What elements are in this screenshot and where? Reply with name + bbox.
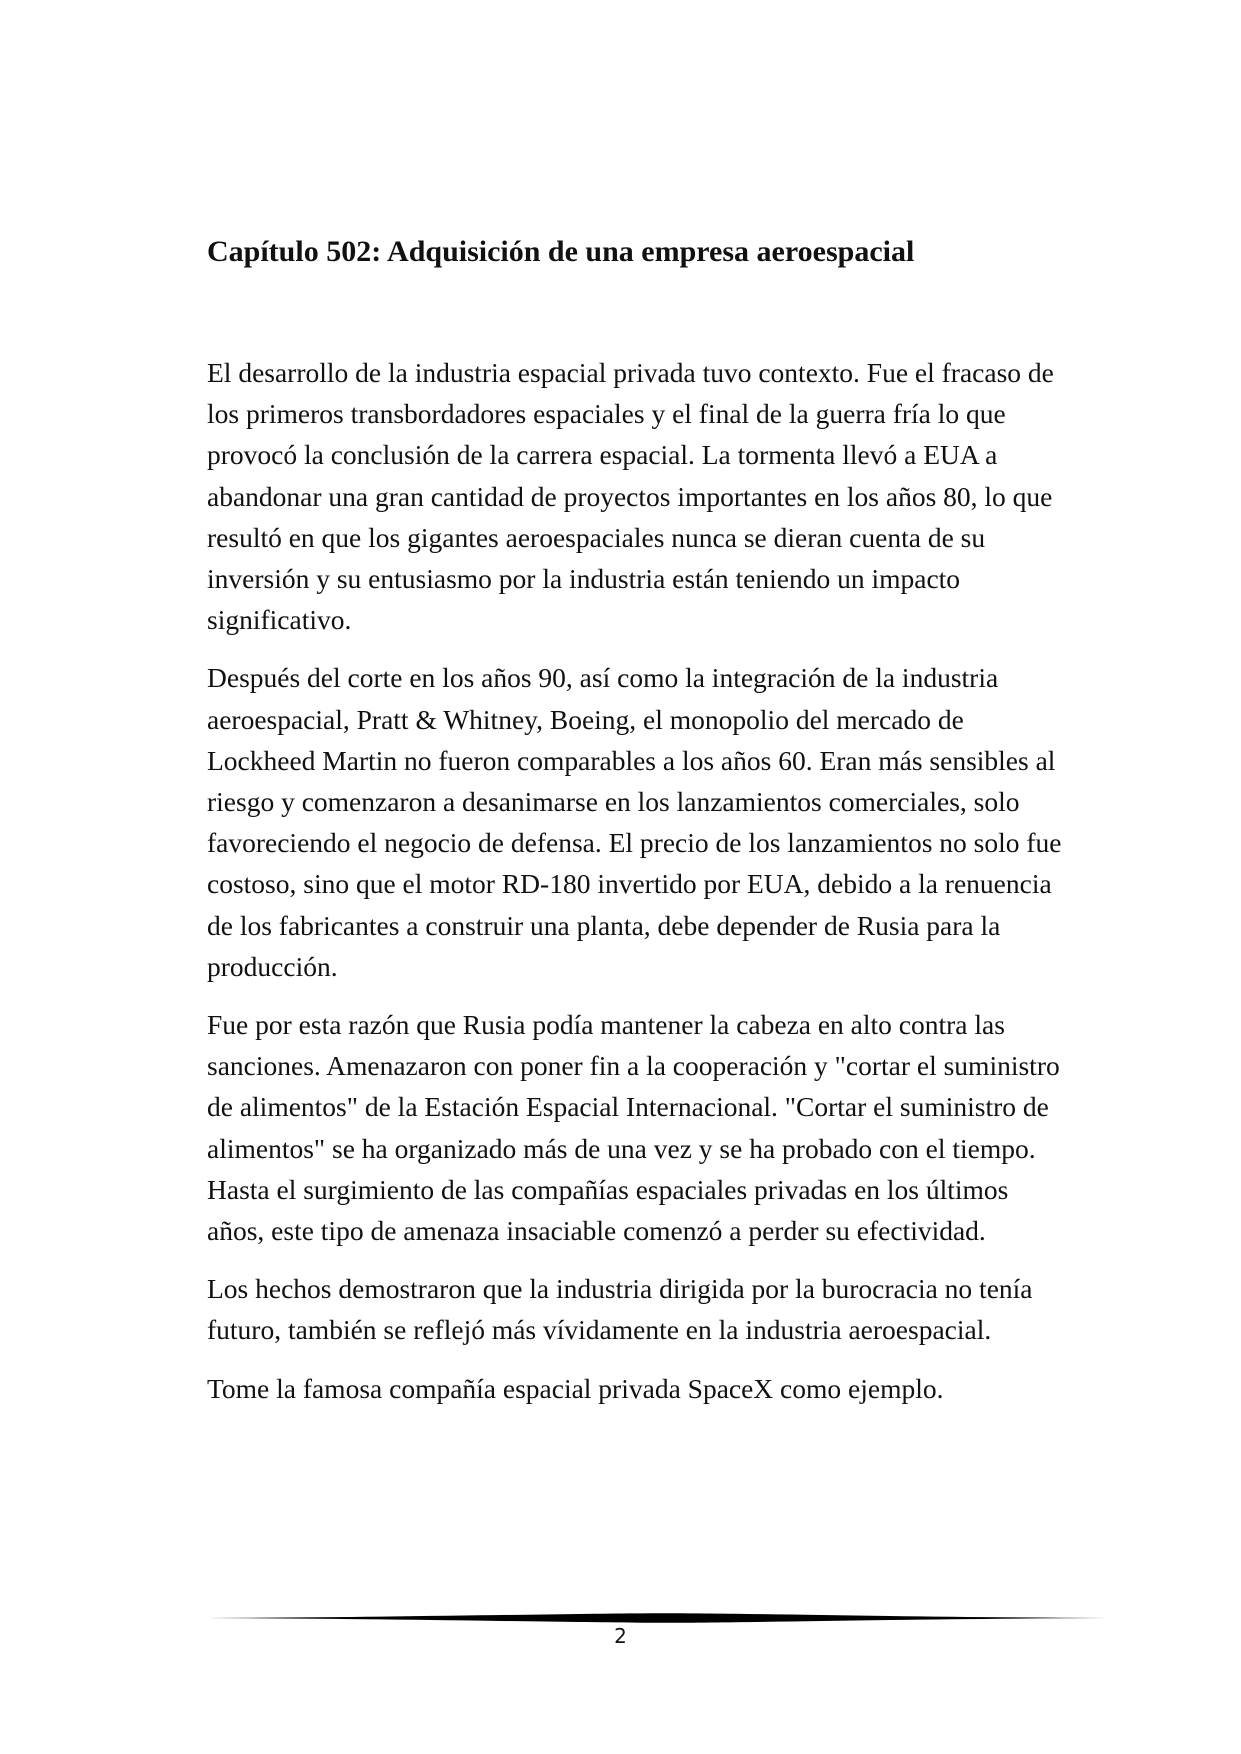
page-number: 2	[614, 1624, 627, 1648]
paragraph-3: Fue por esta razón que Rusia podía mantener la cabeza en alto contra las sanciones. Amenazaron con poner fin a la cooperación y "cortar el suministro de alimentos" de la Estación Espacial Internacional. "Cortar el suministro de alimentos" se ha organizado más de una vez y se ha probado con el tiempo. Hasta el surgimiento de las compañías espaciales privadas en los últimos años, este tipo de amenaza insaciable comenzó a perder su efectividad.	[207, 1009, 1060, 1247]
paragraph-1: El desarrollo de la industria espacial privada tuvo contexto. Fue el fracaso de los primeros transbordadores espaciales y el final de la guerra fría lo que provocó la conclusión de la carrera espacial. La tormenta llevó a EUA a abandonar una gran cantidad de proyectos importantes en los años 80, lo que resultó en que los gigantes aeroespaciales nunca se dieran cuenta de su inversión y su entusiasmo por la industria están teniendo un impacto significativo.	[207, 357, 1054, 636]
paragraph-4: Los hechos demostraron que la industria dirigida por la burocracia no tenía futuro, también se reflejó más vívidamente en la industria aeroespacial.	[207, 1273, 1033, 1346]
body-text	[207, 352, 1067, 1426]
footer-divider	[207, 1612, 1107, 1624]
chapter-title: Capítulo 502: Adquisición de una empresa aeroespacial	[207, 235, 915, 268]
paragraph-2: Después del corte en los años 90, así como la integración de la industria aeroespacial, Pratt & Whitney, Boeing, el monopolio del mercado de Lockheed Martin no fueron comparables a los años 60. Eran más sensibles al riesgo y comenzaron a desanimarse en los lanzamientos comerciales, solo favoreciendo el negocio de defensa. El precio de los lanzamientos no solo fue costoso, sino que el motor RD-180 invertido por EUA, debido a la renuencia de los fabricantes a construir una planta, debe depender de Rusia para la producción.	[207, 662, 1062, 982]
paragraph-5: Tome la famosa compañía espacial privada SpaceX como ejemplo.	[207, 1372, 944, 1404]
